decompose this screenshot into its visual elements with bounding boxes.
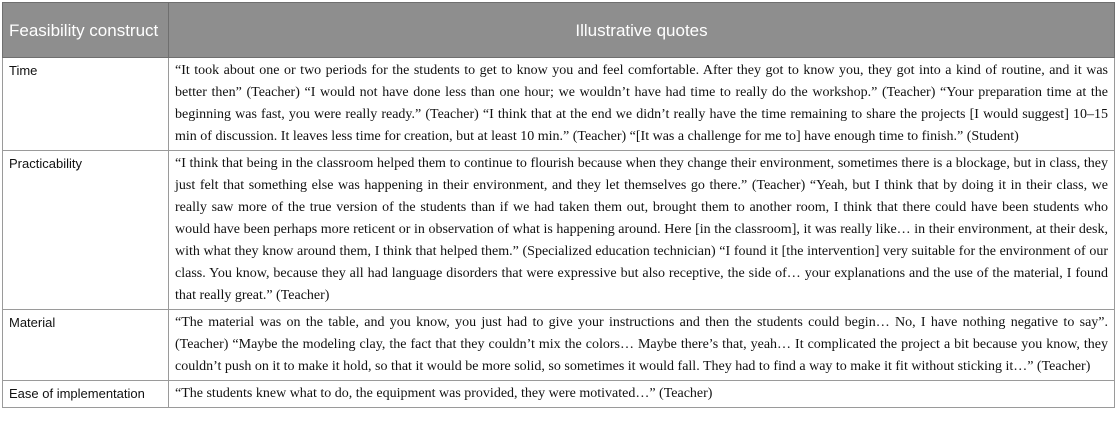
feasibility-table (2, 2, 1115, 408)
table-body (3, 58, 1115, 408)
table-row-practicability (3, 151, 1115, 310)
quotes-cell: “The material was on the table, and you know, you just had to give your instructions and then the students could begin… No, I have nothing negative to say”. (Teacher) “Maybe the modeling clay, the fact that they couldn’t mix the colors… Maybe there’s that, yeah… It complicated the project a bit because you know, they couldn’t push on it to make it hold, so that it would be more solid, so sometimes it would fall. They had to find a way to make it fit without sticking it…” (Teacher) (169, 310, 1115, 381)
quotes-cell: “The students knew what to do, the equipment was provided, they were motivated…” (Teacher) (169, 381, 1115, 408)
quotes-cell: “I think that being in the classroom helped them to continue to flourish because when they change their environment, sometimes there is a blockage, but in class, they just felt that something else was happening in their environment, and they let themselves go there.” (Teacher) “Yeah, but I think that by doing it in their class, we really saw more of the true version of the students than if we had taken them out, brought them to another room, I think that there could have been students who would have been perhaps more reticent or in observation of what is happening around. Here [in the classroom], it was really like… in their environment, at their desk, with what they know around them, I think that helped them.” (Specialized education technician) “I found it [the intervention] very suitable for the environment of our class. You know, because they all had language disorders that were expressive but also receptive, the side of… your explanations and the use of the material, I found that really great.” (Teacher) (169, 151, 1115, 310)
table-row-material (3, 310, 1115, 381)
header-row (3, 3, 1115, 58)
table-row-time (3, 58, 1115, 151)
construct-cell: Ease of implementation (3, 381, 169, 408)
construct-cell: Practicability (3, 151, 169, 310)
construct-cell: Material (3, 310, 169, 381)
construct-cell: Time (3, 58, 169, 151)
quotes-cell: “It took about one or two periods for the students to get to know you and feel comfortable. After they got to know you, they got into a kind of routine, and it was better then” (Teacher) “I would not have done less than one hour; we wouldn’t have had time to really do the workshop.” (Teacher) “Your preparation time at the beginning was fast, you were really ready.” (Teacher) “I think that at the end we didn’t really have the time remaining to share the projects [I would suggest] 10–15 min of discussion. It leaves less time for creation, but at least 10 min.” (Teacher) “[It was a challenge for me to] have enough time to finish.” (Student) (169, 58, 1115, 151)
table-header (3, 3, 1115, 58)
header-illustrative-quotes: Illustrative quotes (169, 3, 1115, 58)
table-row-ease-of-implementation (3, 381, 1115, 408)
header-feasibility-construct: Feasibility construct (3, 3, 169, 58)
